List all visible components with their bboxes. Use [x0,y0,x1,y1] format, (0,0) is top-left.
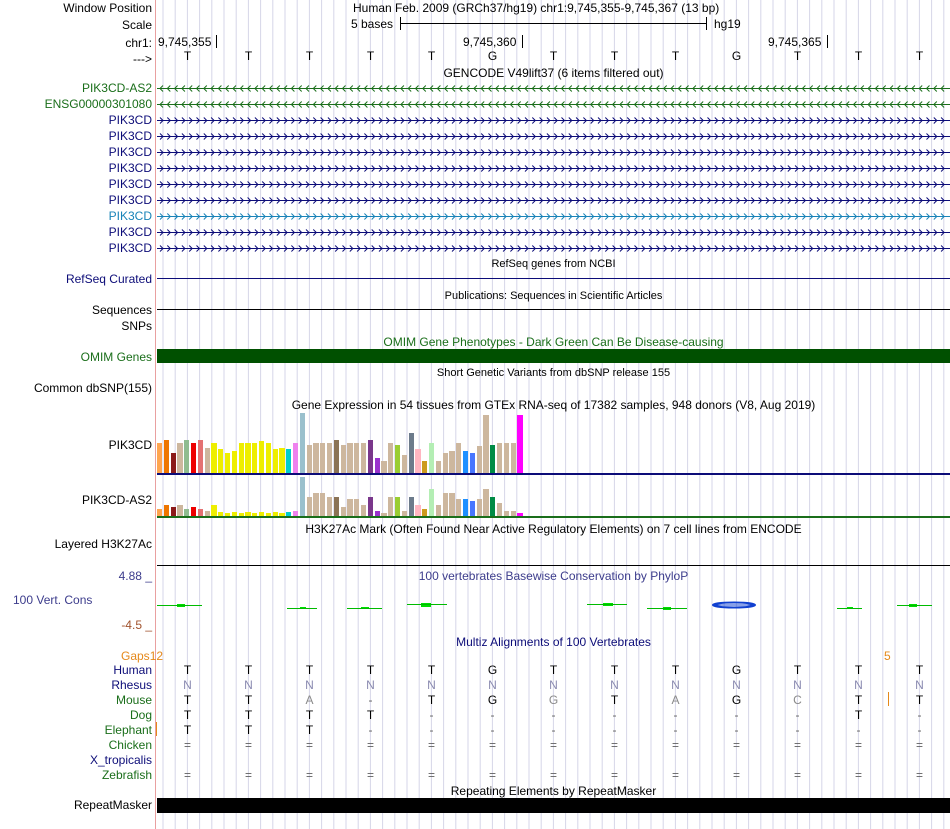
alignment-base: G [548,693,559,707]
mouse-gap-mark [888,692,889,706]
gtex-tissue-bar[interactable] [511,443,516,473]
gtex-tissue-bar[interactable] [395,497,400,517]
base-letter: T [915,49,924,63]
alignment-base: = [244,768,252,782]
gtex-tissue-bar[interactable] [456,499,461,517]
gtex-tissue-bar[interactable] [347,443,352,473]
alignment-base: T [183,663,192,677]
alignment-base: = [366,768,374,782]
gtex-tissue-bar[interactable] [347,499,352,517]
gencode-transcript-label[interactable]: PIK3CD [108,113,152,127]
multiz-species-label[interactable]: Chicken [108,738,152,752]
gencode-transcript-label[interactable]: ENSG00000301080 [44,97,152,111]
gtex-tissue-bar[interactable] [211,443,216,473]
omim-track-title: OMIM Gene Phenotypes - Dark Green Can Be Disease-causing [383,335,724,349]
alignment-base: T [305,708,314,722]
alignment-base: - [917,708,922,722]
multiz-species-label[interactable]: Dog [129,708,152,722]
gtex-tissue-bar[interactable] [266,443,271,473]
alignment-base: T [244,723,253,737]
alignment-base: T [244,663,253,677]
gtex-tissue-bar[interactable] [375,458,380,473]
alignment-base: - [734,723,739,737]
alignment-base: T [305,663,314,677]
gencode-transcript-line[interactable] [157,161,950,175]
gtex-tissue-bar[interactable] [477,499,482,517]
alignment-base: - [612,723,617,737]
gencode-transcript-line[interactable] [157,145,950,159]
multiz-species-label[interactable]: Rhesus [111,678,152,692]
alignment-base: = [488,738,496,752]
gencode-transcript-line[interactable] [157,113,950,127]
alignment-base: T [366,708,375,722]
gtex-tissue-bar[interactable] [279,448,284,473]
gtex-tissue-bar[interactable] [388,443,393,473]
gtex-tissue-bar[interactable] [456,443,461,473]
alignment-base: T [854,693,863,707]
repeatmasker-track-label[interactable]: RepeatMasker [73,798,152,812]
gencode-transcript-label[interactable]: PIK3CD-AS2 [81,81,152,95]
omim-track-bar[interactable] [157,349,950,363]
gencode-transcript-label[interactable]: PIK3CD [108,129,152,143]
alignment-base: = [854,738,862,752]
gencode-track-title: GENCODE V49lift37 (6 items filtered out) [443,66,664,80]
base-letter: T [793,49,802,63]
alignment-base: - [795,708,800,722]
gtex-tissue-bar[interactable] [218,449,223,473]
gencode-transcript-line[interactable] [157,193,950,207]
alignment-base: = [183,768,191,782]
alignment-base: - [917,723,922,737]
refseq-track-label[interactable]: RefSeq Curated [65,272,152,286]
scale-label: Scale [121,18,152,32]
alignment-base: N [732,678,741,692]
alignment-base: = [854,768,862,782]
refseq-track-title: RefSeq genes from NCBI [491,258,616,270]
publications-track-title: Publications: Sequences in Scientific Articles [444,290,663,302]
alignment-base: G [487,663,498,677]
gtex-tissue-bar[interactable] [293,443,298,473]
gtex-tissue-bar[interactable] [177,443,182,473]
gtex-tissue-bar[interactable] [497,503,502,517]
position-tick-mark-2 [522,35,523,48]
alignment-base: T [244,693,253,707]
alignment-base: T [305,723,314,737]
gtex-tissue-bar[interactable] [341,445,346,473]
alignment-base: = [244,738,252,752]
gtex-tissue-bar[interactable] [273,449,278,473]
gtex-tissue-bar[interactable] [313,443,318,473]
gtex-tissue-bar[interactable] [402,455,407,473]
gtex-tissue-bar[interactable] [409,497,414,517]
alignment-base: - [734,708,739,722]
multiz-species-label[interactable]: Mouse [115,693,152,707]
base-letter: T [366,49,375,63]
gencode-transcript-line[interactable] [157,129,950,143]
gaps-right-count: 5 [884,649,891,663]
alignment-base: N [793,678,802,692]
sequences-track-label[interactable]: Sequences [91,303,152,317]
alignment-base: T [183,708,192,722]
alignment-base: - [551,708,556,722]
h3k27ac-track-title: H3K27Ac Mark (Often Found Near Active Regulatory Elements) on 7 cell lines from ENCODE [305,522,802,536]
gtex-tissue-bar[interactable] [443,493,448,517]
gtex-tissue-bar[interactable] [300,477,305,517]
gencode-transcript-label[interactable]: PIK3CD [108,241,152,255]
alignment-base: T [610,693,619,707]
gtex-tissue-bar[interactable] [483,415,488,473]
alignment-base: N [366,678,375,692]
phylop-max-label: 4.88 _ [118,569,152,583]
alignment-base: = [305,768,313,782]
gencode-transcript-label[interactable]: PIK3CD [108,209,152,223]
gtex-tissue-bar[interactable] [470,501,475,517]
base-letter: T [549,49,558,63]
snps-track-label[interactable]: SNPs [121,319,152,333]
alignment-base: - [673,708,678,722]
alignment-base: N [610,678,619,692]
position-tick-mark-3 [827,35,828,48]
alignment-base: = [793,768,801,782]
gtex-tissue-bar[interactable] [327,497,332,517]
alignment-base: T [915,663,924,677]
multiz-track-title: Multiz Alignments of 100 Vertebrates [456,635,651,649]
phylop-track-title: 100 vertebrates Basewise Conservation by PhyloP [418,569,689,583]
multiz-species-label[interactable]: X_tropicalis [89,753,152,767]
gtex-pik3cd-as2-gene-line [157,516,950,518]
gtex-tissue-bar[interactable] [307,497,312,517]
gtex-tissue-bar[interactable] [198,440,203,473]
alignment-base: G [731,663,742,677]
dbsnp-track-label[interactable]: Common dbSNP(155) [33,381,152,395]
alignment-base: N [671,678,680,692]
refseq-track-line[interactable] [157,278,950,279]
phylop-min-label: -4.5 _ [121,618,152,632]
gtex-tissue-bar[interactable] [395,445,400,473]
gtex-pik3cd-as2-label[interactable]: PIK3CD-AS2 [81,493,152,507]
elephant-gap-mark [156,722,157,736]
gtex-tissue-bar[interactable] [368,440,373,473]
alignment-base: = [549,768,557,782]
gencode-transcript-line[interactable] [157,209,950,223]
alignment-base: T [610,663,619,677]
gencode-transcript-line[interactable] [157,225,950,239]
alignment-base: = [671,768,679,782]
gencode-transcript-label[interactable]: PIK3CD [108,225,152,239]
alignment-base: = [793,738,801,752]
base-letter: T [854,49,863,63]
alignment-base: = [366,738,374,752]
alignment-base: T [915,693,924,707]
gtex-tissue-bar[interactable] [517,415,522,473]
alignment-base: G [487,693,498,707]
repeatmasker-track-bar[interactable] [157,798,950,813]
alignment-base: = [732,768,740,782]
gtex-tissue-bar[interactable] [429,443,434,473]
phylop-track-label[interactable]: 100 Vert. Cons [13,593,93,607]
position-tick-3: 9,745,365 [768,35,822,49]
gtex-tissue-bar[interactable] [415,449,420,473]
alignment-base: = [915,738,923,752]
gtex-tissue-bar[interactable] [354,443,359,473]
gencode-transcript-line[interactable] [157,81,950,95]
db-text: hg19 [714,17,741,31]
gtex-tissue-bar[interactable] [490,445,495,473]
alignment-base: T [244,708,253,722]
alignment-base: - [551,723,556,737]
multiz-species-label[interactable]: Human [113,663,152,677]
base-letter: G [731,49,742,63]
gtex-tissue-bar[interactable] [245,443,250,473]
alignment-base: T [427,693,436,707]
base-letter: T [183,49,192,63]
gtex-tissue-bar[interactable] [443,453,448,473]
alignment-base: C [793,693,802,707]
gtex-tissue-bar[interactable] [436,461,441,473]
alignment-base: T [183,723,192,737]
alignment-base: - [795,723,800,737]
label-separator [155,0,156,829]
alignment-base: N [427,678,436,692]
gtex-tissue-bar[interactable] [300,413,305,473]
gtex-pik3cd-as2-chart[interactable] [157,476,950,517]
scale-bar [400,17,707,31]
gtex-tissue-bar[interactable] [239,443,244,473]
gtex-tissue-bar[interactable] [225,453,230,473]
alignment-base: T [854,663,863,677]
gtex-tissue-bar[interactable] [307,445,312,473]
gtex-tissue-bar[interactable] [449,493,454,517]
position-tick-2: 9,745,360 [463,35,517,49]
base-letter: T [427,49,436,63]
gtex-tissue-bar[interactable] [497,443,502,473]
base-letter: T [305,49,314,63]
gtex-tissue-bar[interactable] [422,461,427,473]
alignment-base: T [183,693,192,707]
window-position-label: Window Position [63,1,152,15]
gtex-tissue-bar[interactable] [354,499,359,517]
gtex-tissue-bar[interactable] [157,443,162,473]
gtex-track-title: Gene Expression in 54 tissues from GTEx RNA-seq of 17382 samples, 948 donors (V8, Aug 2019) [291,398,816,412]
gtex-pik3cd-chart[interactable] [157,412,950,473]
alignment-base: G [731,693,742,707]
gencode-transcript-label[interactable]: PIK3CD [108,145,152,159]
alignment-base: - [368,693,373,707]
alignment-base: T [854,708,863,722]
alignment-base: = [915,768,923,782]
gencode-transcript-label[interactable]: PIK3CD [108,193,152,207]
alignment-base: = [732,738,740,752]
gtex-tissue-bar[interactable] [429,489,434,517]
gtex-tissue-bar[interactable] [409,433,414,473]
gtex-tissue-bar[interactable] [334,440,339,473]
alignment-base: = [671,738,679,752]
base-letter: T [244,49,253,63]
gtex-tissue-bar[interactable] [470,453,475,473]
gencode-transcript-label[interactable]: PIK3CD [108,177,152,191]
alignment-base: N [244,678,253,692]
gencode-transcript-label[interactable]: PIK3CD [108,161,152,175]
multiz-species-label[interactable]: Zebrafish [101,768,152,782]
alignment-base: - [368,723,373,737]
alignment-base: - [673,723,678,737]
alignment-base: = [183,738,191,752]
alignment-base: T [366,663,375,677]
base-letter: T [610,49,619,63]
gencode-transcript-line[interactable] [157,97,950,111]
gtex-tissue-bar[interactable] [205,448,210,473]
alignment-base: - [856,723,861,737]
gtex-tissue-bar[interactable] [320,493,325,517]
alignment-base: - [490,723,495,737]
alignment-base: = [488,768,496,782]
gencode-transcript-line[interactable] [157,177,950,191]
base-letter: T [671,49,680,63]
alignment-base: - [429,723,434,737]
repeatmasker-track-title: Repeating Elements by RepeatMasker [450,784,657,798]
alignment-base: = [610,768,618,782]
gtex-tissue-bar[interactable] [334,497,339,517]
alignment-base: - [490,708,495,722]
gtex-tissue-bar[interactable] [259,441,264,473]
alignment-base: N [549,678,558,692]
gtex-pik3cd-gene-line [157,473,950,475]
gtex-tissue-bar[interactable] [477,446,482,473]
gtex-tissue-bar[interactable] [490,497,495,517]
gtex-tissue-bar[interactable] [232,451,237,473]
gtex-tissue-bar[interactable] [171,453,176,473]
gtex-tissue-bar[interactable] [313,493,318,517]
gtex-tissue-bar[interactable] [463,499,468,517]
gaps-label: Gaps12 [121,649,164,663]
gtex-tissue-bar[interactable] [320,443,325,473]
gtex-tissue-bar[interactable] [388,497,393,517]
alignment-base: N [183,678,192,692]
alignment-base: = [305,738,313,752]
alignment-base: = [610,738,618,752]
gtex-tissue-bar[interactable] [286,449,291,473]
strand-direction-label[interactable]: ---> [133,52,152,66]
gtex-tissue-bar[interactable] [191,443,196,473]
gtex-tissue-bar[interactable] [164,440,169,473]
gtex-tissue-bar[interactable] [184,440,189,473]
gtex-tissue-bar[interactable] [368,497,373,517]
alignment-base: N [915,678,924,692]
gtex-tissue-bar[interactable] [327,443,332,473]
alignment-base: A [671,693,680,707]
alignment-base: T [427,663,436,677]
alignment-base: T [793,663,802,677]
alignment-base: = [549,738,557,752]
alignment-base: - [612,708,617,722]
gtex-tissue-bar[interactable] [252,443,257,473]
gtex-tissue-bar[interactable] [361,443,366,473]
assembly-position-text[interactable]: Human Feb. 2009 (GRCh37/hg19) chr1:9,745,355-9,745,367 (13 bp) [353,1,720,15]
gtex-tissue-bar[interactable] [504,443,509,473]
base-letter: G [487,49,498,63]
alignment-base: N [488,678,497,692]
sequences-track-line[interactable] [157,309,950,310]
gtex-pik3cd-label[interactable]: PIK3CD [108,438,152,452]
phylop-signal[interactable] [157,595,950,615]
gtex-tissue-bar[interactable] [483,489,488,517]
multiz-species-label[interactable]: Elephant [104,723,152,737]
h3k27ac-baseline [157,565,950,566]
alignment-base: = [427,768,435,782]
gtex-tissue-bar[interactable] [381,461,386,473]
alignment-base: A [305,693,314,707]
position-tick-1: 9,745,355 [158,35,212,49]
alignment-base: N [305,678,314,692]
gtex-tissue-bar[interactable] [463,451,468,473]
h3k27ac-track-label[interactable]: Layered H3K27Ac [54,537,152,551]
chrom-label: chr1: [125,36,152,50]
alignment-base: = [427,738,435,752]
dbsnp-track-title: Short Genetic Variants from dbSNP release 155 [436,367,671,379]
alignment-base: - [429,708,434,722]
alignment-base: T [549,663,558,677]
position-tick-mark-1 [216,35,217,48]
gtex-tissue-bar[interactable] [449,451,454,473]
alignment-base: N [854,678,863,692]
gencode-transcript-line[interactable] [157,241,950,255]
omim-track-label[interactable]: OMIM Genes [80,350,152,364]
alignment-base: T [671,663,680,677]
scale-bases-text: 5 bases [351,17,394,31]
